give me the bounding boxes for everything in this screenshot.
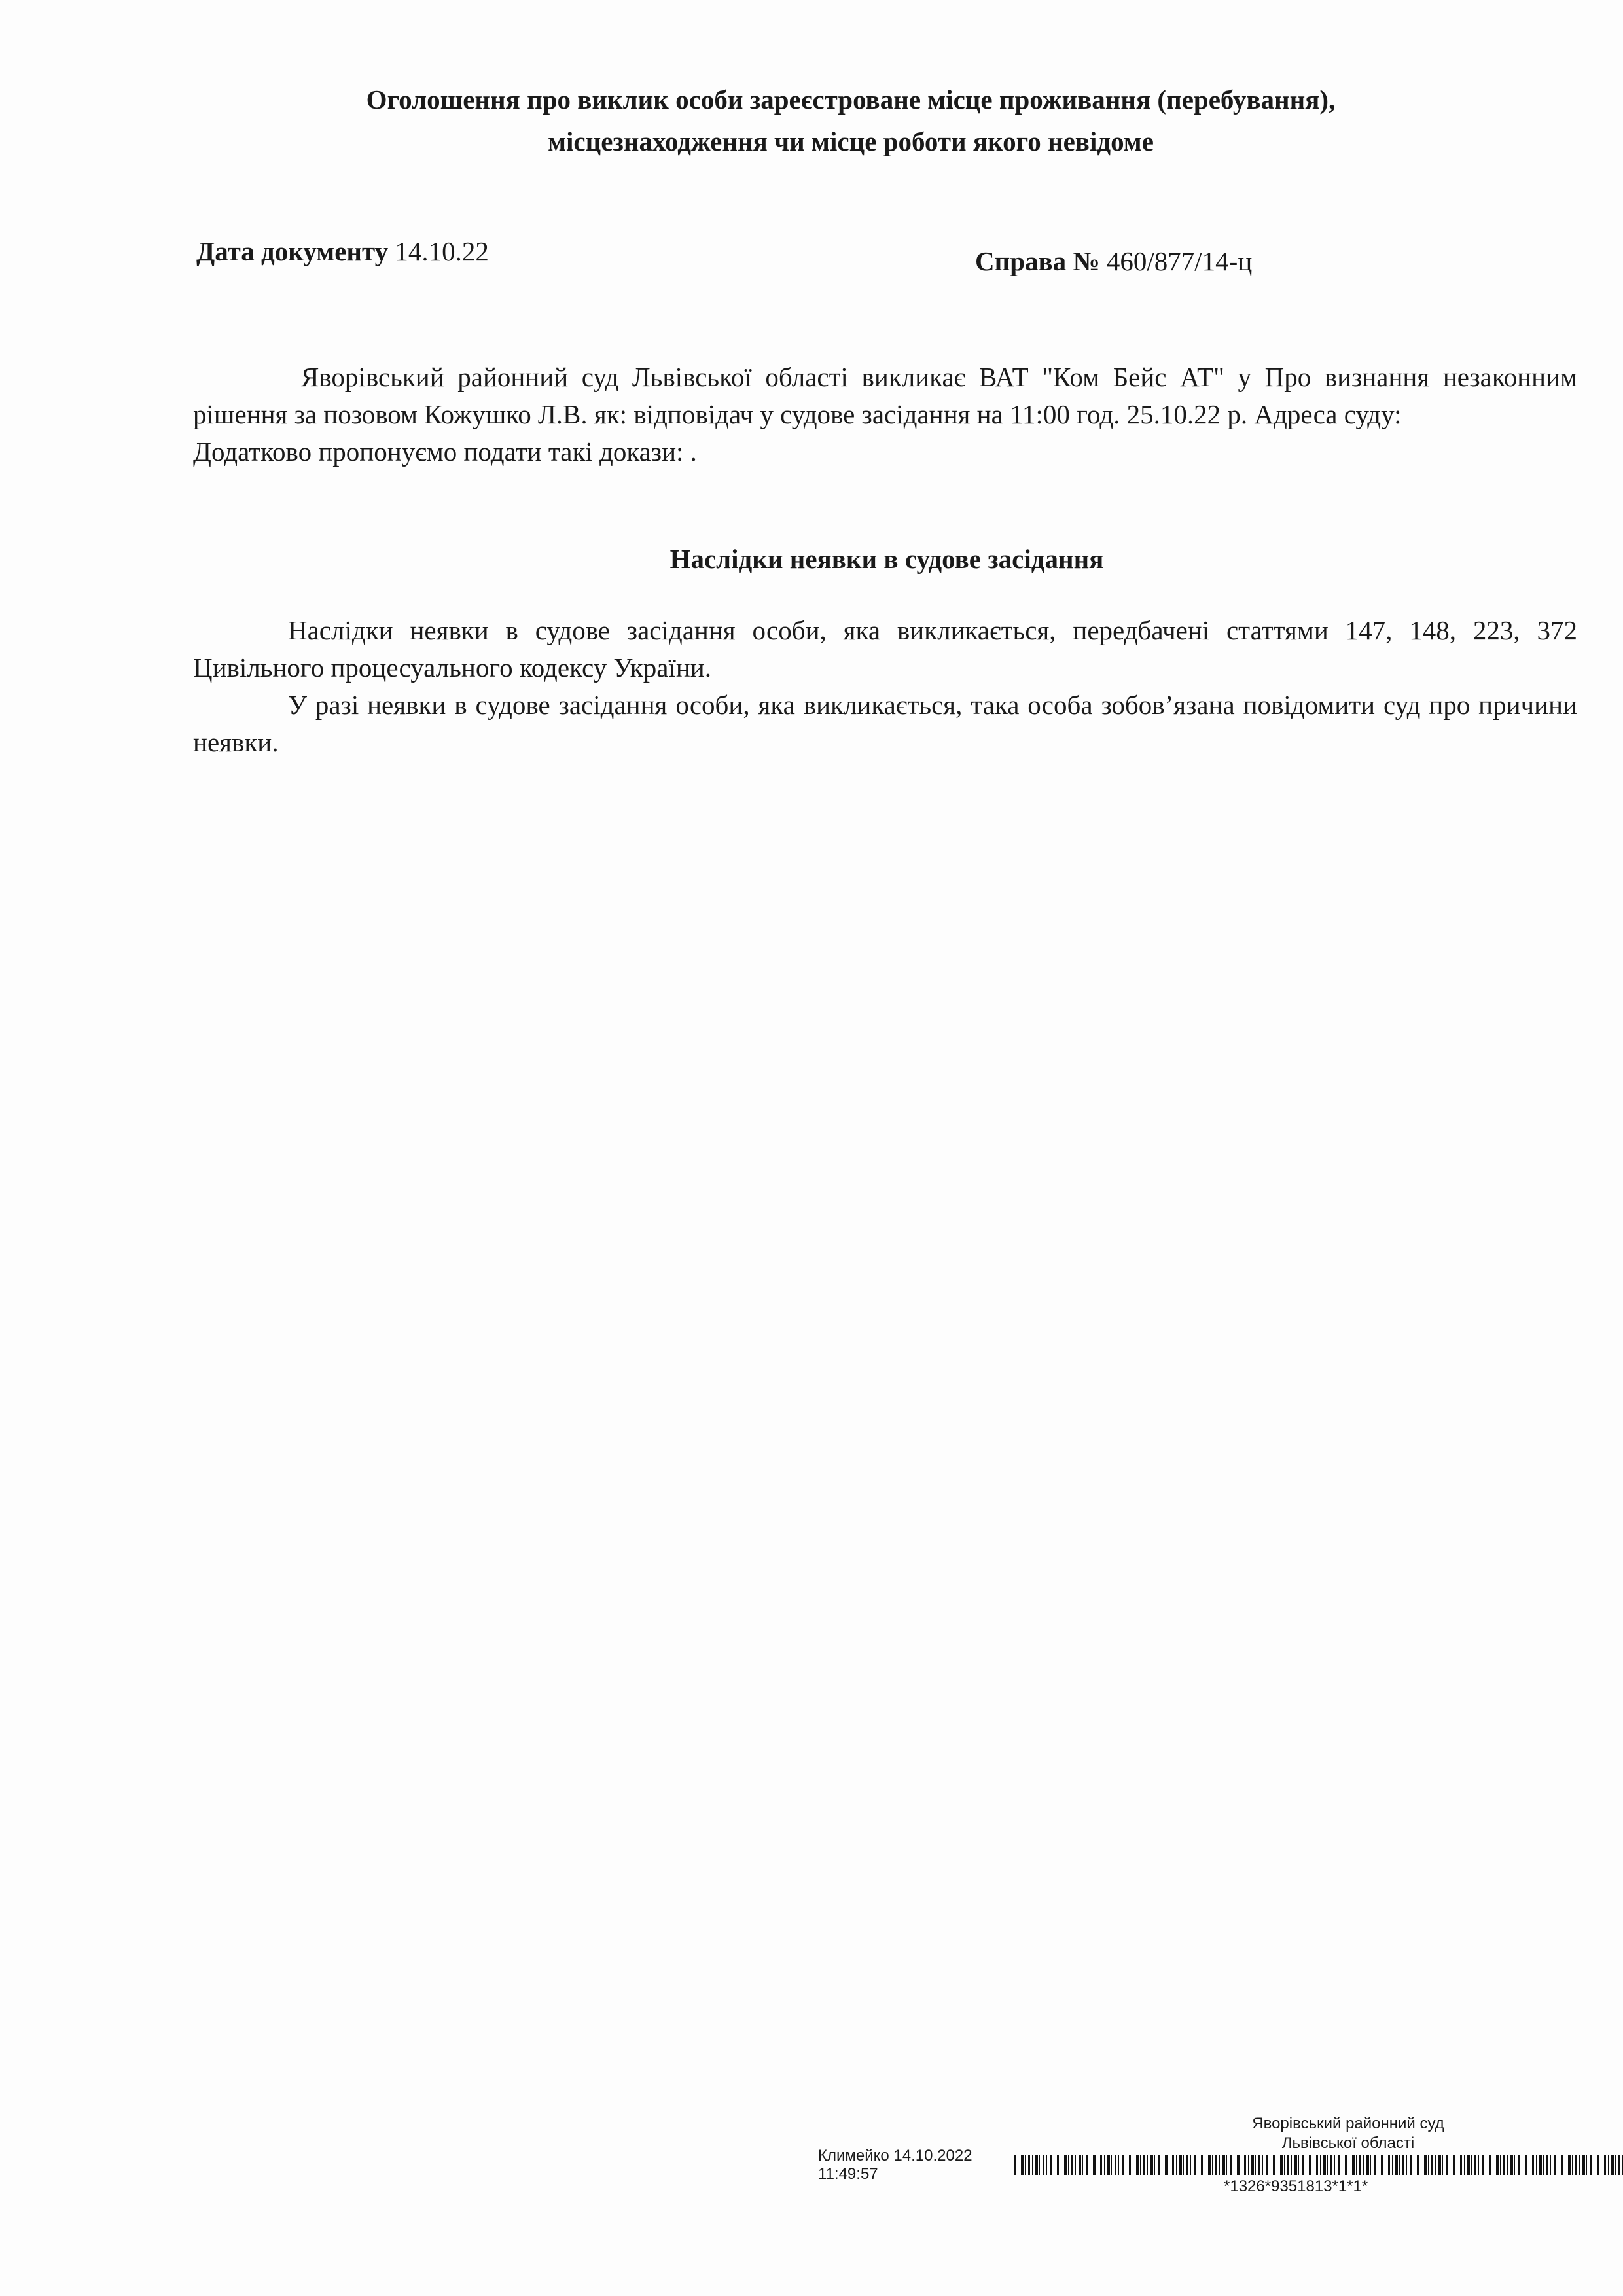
clerk-barcode-row (818, 2147, 1623, 2183)
consequences-heading: Наслідки неявки в судове засідання (669, 544, 1104, 574)
case-number (975, 245, 1252, 277)
date-label: Дата документу (196, 236, 389, 266)
date-value: 14.10.22 (395, 236, 489, 266)
clerk-stamp: Климейко 14.10.2022 11:49:57 (818, 2147, 972, 2183)
document-title (196, 79, 1505, 162)
document-date (196, 236, 489, 267)
case-value: 460/877/14-ц (1106, 246, 1253, 276)
summons-paragraph: Яворівський районний суд Львівської області викликає ВАТ "Ком Бейс АТ" у Про визнання незаконним рішення за позовом Кожушко Л.В. як: відповідач у судове засідання на 11:00 год. 25.10.22 р. Адреса суду: (193, 362, 1577, 429)
consequences-paragraph-1: Наслідки неявки в судове засідання особи, яка викликається, передбачені статтями 147, 148, 223, 372 Цивільного процесуального кодексу України. (193, 615, 1577, 683)
title-line-1: Оголошення про виклик особи зареєстроване місце проживання (перебування), (366, 84, 1336, 115)
summons-body (193, 359, 1577, 471)
evidence-paragraph: Додатково пропонуємо подати такі докази: . (193, 437, 697, 467)
barcode-code: *1326*9351813*1*1* (1224, 2178, 1368, 2195)
court-stamp-line-1: Яворівський районний суд (1252, 2115, 1444, 2132)
consequences-paragraph-2: У разі неявки в судове засідання особи, яка викликається, така особа зобов’язана повідомити суд про причини неявки. (193, 690, 1577, 757)
court-stamp (1165, 2114, 1531, 2153)
title-line-2: місцезнаходження чи місце роботи якого невідоме (548, 126, 1154, 156)
court-stamp-line-2: Львівської області (1281, 2134, 1415, 2152)
barcode-icon (1014, 2155, 1623, 2175)
consequences-body (193, 612, 1577, 761)
case-label: Справа № (975, 246, 1100, 276)
